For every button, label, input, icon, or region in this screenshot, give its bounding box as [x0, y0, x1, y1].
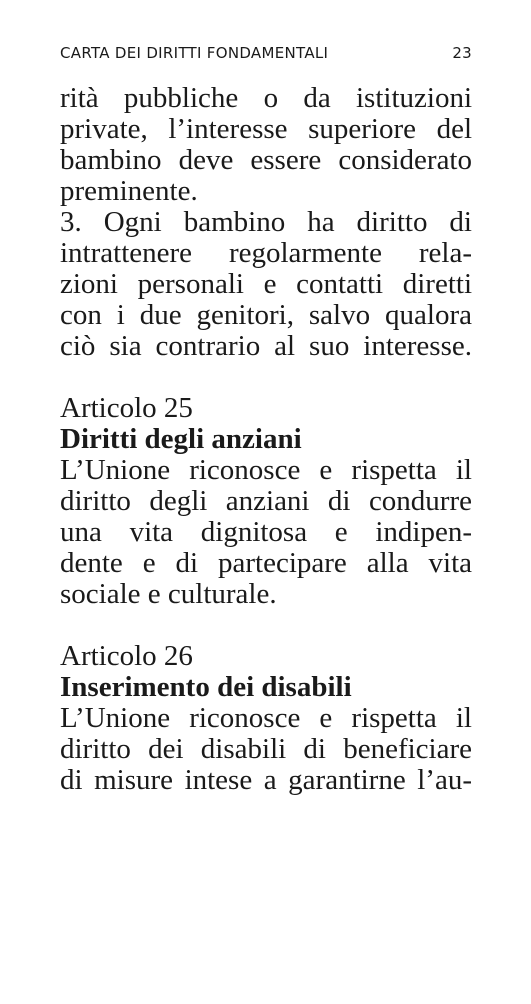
text-line: diritto degli anziani di condurre — [60, 485, 472, 517]
running-head — [60, 44, 472, 64]
article-26 — [60, 641, 472, 796]
section-gap — [60, 362, 472, 393]
text-line: ciò sia contrario al suo interesse. — [60, 330, 472, 362]
text-line: sociale e culturale. — [60, 578, 277, 610]
article-label: Articolo 26 — [60, 640, 193, 672]
section-gap — [60, 610, 472, 641]
continuation-paragraph — [60, 83, 472, 207]
text-line: zioni personali e contatti diretti — [60, 268, 472, 300]
text-line: L’Unione riconosce e rispetta il — [60, 454, 472, 486]
text-line: intrattenere regolarmente rela- — [60, 237, 472, 269]
article-heading: Diritti degli anziani — [60, 423, 302, 455]
page-number: 23 — [452, 44, 472, 62]
paragraph-3 — [60, 207, 472, 362]
text-line: bambino deve essere considerato — [60, 144, 472, 176]
text-line: rità pubbliche o da istituzioni — [60, 82, 472, 114]
text-line: di misure intese a garantirne l’au- — [60, 764, 472, 796]
text-line: con i due genitori, salvo qualora — [60, 299, 472, 331]
article-heading: Inserimento dei disabili — [60, 671, 352, 703]
article-25 — [60, 393, 472, 610]
text-line: private, l’interesse superiore del — [60, 113, 472, 145]
text-line: una vita dignitosa e indipen- — [60, 516, 472, 548]
running-head-title: CARTA DEI DIRITTI FONDAMENTALI — [60, 44, 329, 62]
text-line: preminente. — [60, 175, 198, 207]
page-body — [60, 83, 472, 796]
text-line: diritto dei disabili di beneficiare — [60, 733, 472, 765]
text-line: 3. Ogni bambino ha diritto di — [60, 206, 472, 238]
article-label: Articolo 25 — [60, 392, 193, 424]
text-line: L’Unione riconosce e rispetta il — [60, 702, 472, 734]
text-line: dente e di partecipare alla vita — [60, 547, 472, 579]
